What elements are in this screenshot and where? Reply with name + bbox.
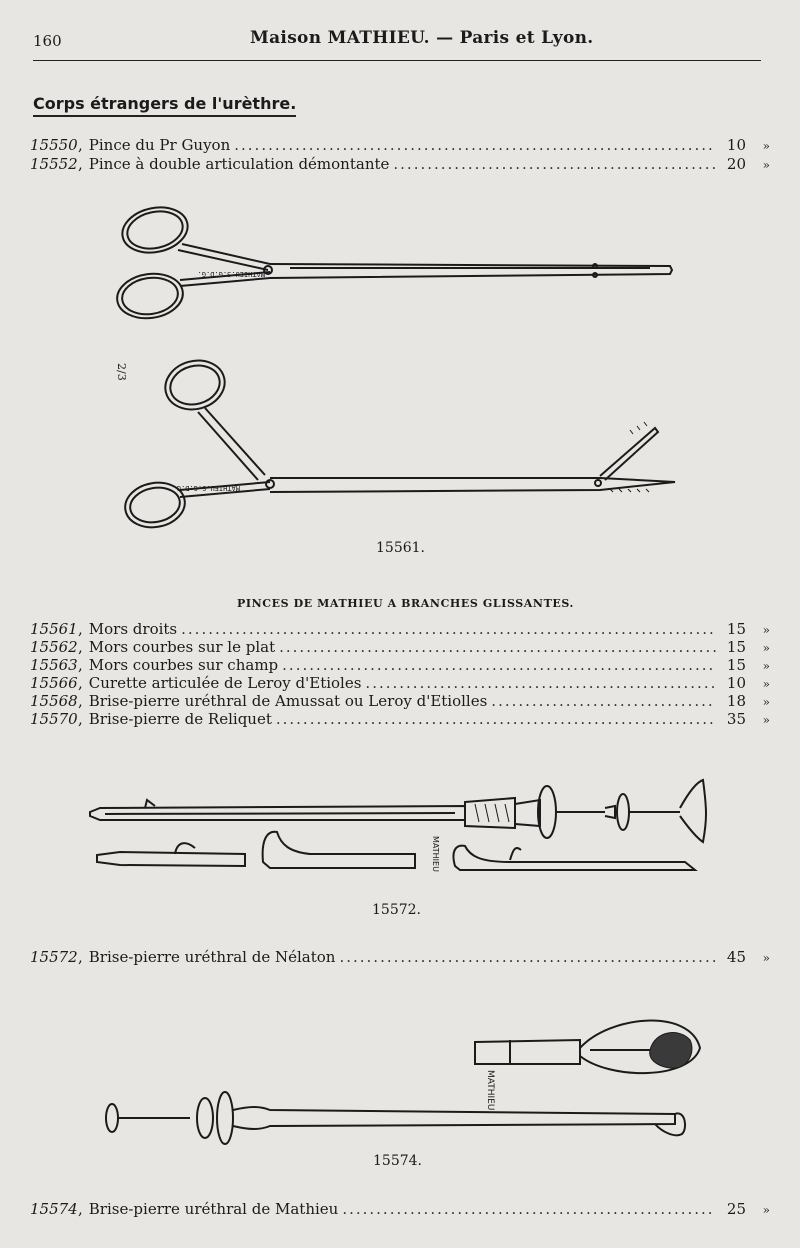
item-ditto: »	[762, 695, 770, 709]
engraving-text: MATHIEU.S.G.D.G.	[172, 484, 240, 492]
item-code: 15550	[30, 136, 78, 154]
forceps-illustration	[110, 200, 690, 540]
price-list-item: 15563 , Mors courbes sur champ ..... 15 »	[30, 656, 770, 674]
item-price: 20	[726, 155, 746, 173]
header-rule	[33, 60, 761, 61]
leader-dots	[279, 638, 716, 656]
item-code: 15561	[30, 620, 78, 638]
figure-caption: 15561.	[376, 540, 425, 556]
price-list-item: 15566 , Curette articulée de Leroy d'Etioles ..... 10 »	[30, 674, 770, 692]
item-label: Mors courbes sur le plat	[88, 638, 276, 656]
item-label: Curette articulée de Leroy d'Etioles	[88, 674, 362, 692]
item-price: 18	[726, 692, 746, 710]
item-label: Mors droits	[88, 620, 178, 638]
item-label: Pince à double articulation démontante	[88, 155, 390, 173]
item-ditto: »	[762, 659, 770, 673]
item-ditto: »	[762, 677, 770, 691]
page-number: 160	[33, 32, 62, 50]
leader-dots	[491, 692, 716, 710]
leader-dots	[276, 710, 716, 728]
item-label: Brise-pierre uréthral de Nélaton	[88, 948, 336, 966]
scale-mark: 2/3	[115, 363, 128, 381]
item-ditto: »	[762, 951, 770, 965]
item-price: 25	[726, 1200, 746, 1218]
lithotrite-illustration	[85, 770, 710, 895]
leader-dots	[393, 155, 716, 173]
item-ditto: »	[762, 713, 770, 727]
price-list-item: 15574 , Brise-pierre uréthral de Mathieu ..... 25 »	[30, 1200, 770, 1218]
item-label: Brise-pierre uréthral de Mathieu	[88, 1200, 339, 1218]
subheading: PINCES DE MATHIEU A BRANCHES GLISSANTES.	[237, 597, 574, 610]
price-list-item: 15550 , Pince du Pr Guyon ..... 10 »	[30, 136, 770, 154]
leader-dots	[234, 136, 716, 154]
item-label: Brise-pierre de Reliquet	[88, 710, 272, 728]
item-code: 15566	[30, 674, 78, 692]
item-price: 15	[726, 620, 746, 638]
item-price: 15	[726, 656, 746, 674]
item-code: 15552	[30, 155, 78, 173]
item-price: 15	[726, 638, 746, 656]
engraving-text: MATHIEU	[485, 1070, 495, 1111]
lithotrite-loop-illustration	[90, 1010, 705, 1150]
item-code: 15563	[30, 656, 78, 674]
price-list-item: 15572 , Brise-pierre uréthral de Nélaton ..... 45 »	[30, 948, 770, 966]
item-code: 15562	[30, 638, 78, 656]
item-price: 10	[726, 136, 746, 154]
section-title: Corps étrangers de l'urèthre.	[33, 94, 296, 117]
item-ditto: »	[762, 158, 770, 172]
figure-caption: 15574.	[373, 1153, 422, 1169]
item-ditto: »	[762, 641, 770, 655]
item-code: 15574	[30, 1200, 78, 1218]
item-price: 45	[726, 948, 746, 966]
leader-dots	[339, 948, 716, 966]
item-label: Mors courbes sur champ	[88, 656, 279, 674]
price-list-item: 15561 , Mors droits ..... 15 »	[30, 620, 770, 638]
item-price: 35	[726, 710, 746, 728]
leader-dots	[365, 674, 716, 692]
item-ditto: »	[762, 1203, 770, 1217]
figure-caption: 15572.	[372, 902, 421, 918]
engraving-text: MATHIEU	[431, 836, 440, 872]
item-code: 15570	[30, 710, 78, 728]
price-list-item: 15570 , Brise-pierre de Reliquet ..... 35 »	[30, 710, 770, 728]
leader-dots	[342, 1200, 716, 1218]
price-list-item: 15568 , Brise-pierre uréthral de Amussat ou Leroy d'Etiolles ..... 18 »	[30, 692, 770, 710]
leader-dots	[282, 656, 716, 674]
leader-dots	[181, 620, 716, 638]
item-price: 10	[726, 674, 746, 692]
price-list-item: 15552 , Pince à double articulation démontante ..... 20 »	[30, 155, 770, 173]
price-list-item: 15562 , Mors courbes sur le plat ..... 15 »	[30, 638, 770, 656]
item-ditto: »	[762, 139, 770, 153]
page-header-title: Maison MATHIEU. — Paris et Lyon.	[250, 28, 594, 48]
item-code: 15568	[30, 692, 78, 710]
item-code: 15572	[30, 948, 78, 966]
item-ditto: »	[762, 623, 770, 637]
engraving-text: MATHIEU.S.G.D.G.	[197, 270, 265, 278]
item-label: Brise-pierre uréthral de Amussat ou Leroy d'Etiolles	[88, 692, 488, 710]
item-label: Pince du Pr Guyon	[88, 136, 231, 154]
